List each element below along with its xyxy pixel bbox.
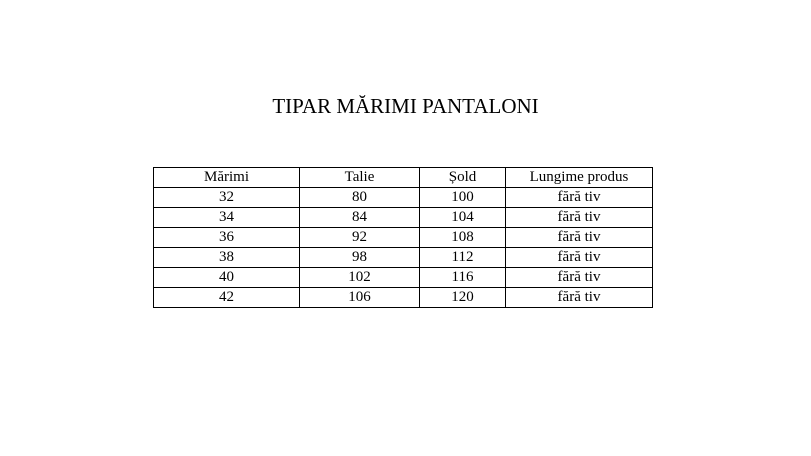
cell-waist: 80 bbox=[300, 188, 420, 208]
size-chart-table bbox=[153, 167, 653, 308]
table-row bbox=[154, 228, 653, 248]
cell-product-length: fără tiv bbox=[506, 208, 653, 228]
cell-product-length: fără tiv bbox=[506, 248, 653, 268]
page-title: TIPAR MĂRIMI PANTALONI bbox=[272, 94, 539, 118]
table-row bbox=[154, 208, 653, 228]
cell-size: 38 bbox=[154, 248, 300, 268]
cell-waist: 98 bbox=[300, 248, 420, 268]
cell-hip: 112 bbox=[420, 248, 506, 268]
cell-waist: 92 bbox=[300, 228, 420, 248]
cell-size: 36 bbox=[154, 228, 300, 248]
cell-product-length: fără tiv bbox=[506, 268, 653, 288]
header-waist: Talie bbox=[300, 168, 420, 188]
cell-waist: 106 bbox=[300, 288, 420, 308]
table-header-row bbox=[154, 168, 653, 188]
cell-hip: 120 bbox=[420, 288, 506, 308]
table-row bbox=[154, 268, 653, 288]
cell-hip: 116 bbox=[420, 268, 506, 288]
cell-product-length: fără tiv bbox=[506, 228, 653, 248]
cell-size: 34 bbox=[154, 208, 300, 228]
header-product-length: Lungime produs bbox=[506, 168, 653, 188]
cell-waist: 84 bbox=[300, 208, 420, 228]
cell-size: 32 bbox=[154, 188, 300, 208]
cell-hip: 104 bbox=[420, 208, 506, 228]
table-row bbox=[154, 288, 653, 308]
header-hip: Șold bbox=[420, 168, 506, 188]
cell-product-length: fără tiv bbox=[506, 188, 653, 208]
table-row bbox=[154, 248, 653, 268]
header-size: Mărimi bbox=[154, 168, 300, 188]
table-row bbox=[154, 188, 653, 208]
cell-size: 40 bbox=[154, 268, 300, 288]
cell-waist: 102 bbox=[300, 268, 420, 288]
cell-hip: 108 bbox=[420, 228, 506, 248]
cell-hip: 100 bbox=[420, 188, 506, 208]
cell-product-length: fără tiv bbox=[506, 288, 653, 308]
cell-size: 42 bbox=[154, 288, 300, 308]
